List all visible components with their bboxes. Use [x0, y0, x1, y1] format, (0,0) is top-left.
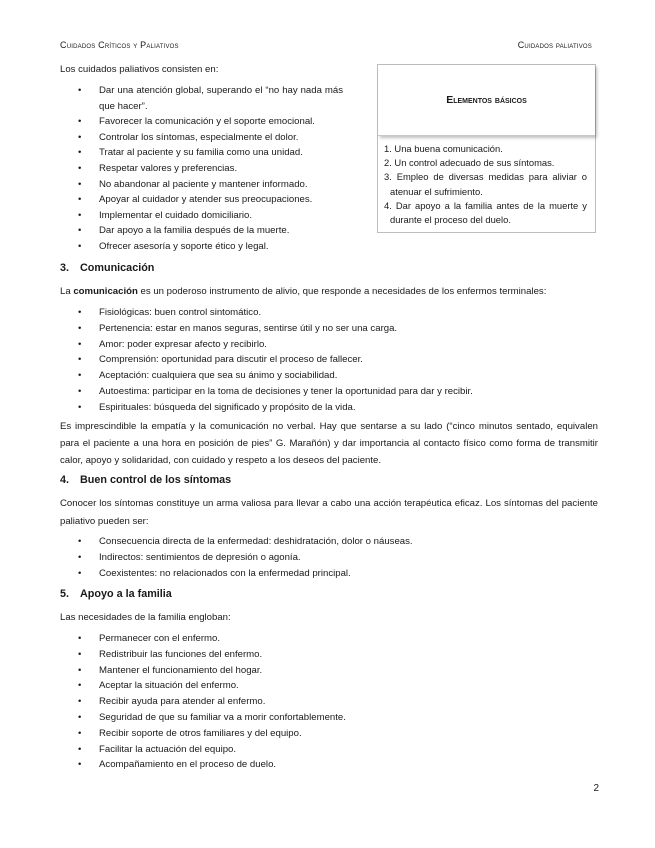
section-4-list [78, 534, 598, 581]
list-item: • Favorecer la comunicación y el soporte emocional. [78, 114, 343, 130]
box-item: 3. Empleo de diversas medidas para aliviar o atenuar el sufrimiento. [384, 171, 587, 197]
intro-list [78, 83, 343, 255]
list-item: • Mantener el funcionamiento del hogar. [78, 663, 598, 679]
section-title: Buen control de los síntomas [80, 474, 232, 486]
list-item: • Tratar al paciente y su familia como una unidad. [78, 145, 343, 161]
box-item: 4. Dar apoyo a la familia antes de la muerte y durante el proceso del duelo. [384, 199, 587, 226]
list-item: • Recibir ayuda para atender al enfermo. [78, 694, 598, 710]
section-3-closing: Es imprescindible la empatía y la comunicación no verbal. Hay que sentarse a su lado (“cinco minutos sentado, equivalen para el paciente a una hora en posición de pies” G. Marañón) y dar importancia al contacto físico como forma de transmitir calor, apoyo y solidaridad, con cuidado y respeto a los deseos del paciente. [60, 421, 598, 466]
list-item: • Indirectos: sentimientos de depresión o agonía. [78, 550, 598, 566]
list-item: • Controlar los síntomas, especialmente el dolor. [78, 130, 343, 146]
list-item: • Dar una atención global, superando el “no hay nada más que hacer”. [78, 83, 343, 114]
list-item: • Redistribuir las funciones del enfermo. [78, 647, 598, 663]
list-item: • Permanecer con el enfermo. [78, 631, 598, 647]
intro-text: Los cuidados paliativos consisten en: [60, 64, 219, 75]
list-item: • Aceptar la situación del enfermo. [78, 678, 598, 694]
list-item: • Respetar valores y preferencias. [78, 161, 343, 177]
section-3-lead: La comunicación es un poderoso instrumento de alivio, que responde a necesidades de los enfermos terminales: [60, 286, 547, 297]
section-number: 5. [60, 588, 70, 600]
page-number: 2 [593, 783, 599, 794]
section-3-list [78, 305, 598, 416]
section-title: Comunicación [80, 262, 155, 274]
basic-elements-box [377, 64, 596, 233]
section-5-list [78, 631, 598, 773]
list-item: • Fisiológicas: buen control sintomático. [78, 305, 598, 321]
box-title: Elementos básicos [378, 65, 595, 136]
list-item: • No abandonar al paciente y mantener informado. [78, 177, 343, 193]
section-number: 3. [60, 262, 70, 274]
section-title: Apoyo a la familia [80, 588, 172, 600]
box-list [378, 136, 595, 227]
section-5-heading [60, 588, 172, 600]
running-header-right: Cuidados paliativos [517, 40, 592, 50]
list-item: • Autoestima: participar en la toma de decisiones y tener la oportunidad para dar y recibir. [78, 384, 598, 400]
list-item: • Amor: poder expresar afecto y recibirlo. [78, 337, 598, 353]
list-item: • Pertenencia: estar en manos seguras, sentirse útil y no ser una carga. [78, 321, 598, 337]
list-item: • Apoyar al cuidador y atender sus preocupaciones. [78, 192, 343, 208]
list-item: • Acompañamiento en el proceso de duelo. [78, 757, 598, 773]
section-4-lead: Conocer los síntomas constituye un arma valiosa para llevar a cabo una acción terapéutica eficaz. Los síntomas del paciente paliativo pueden ser: [60, 498, 598, 527]
list-item: • Recibir soporte de otros familiares y del equipo. [78, 726, 598, 742]
box-item: 2. Un control adecuado de sus síntomas. [384, 157, 555, 169]
section-5-lead: Las necesidades de la familia engloban: [60, 612, 231, 623]
list-item: • Seguridad de que su familiar va a morir confortablemente. [78, 710, 598, 726]
list-item: • Consecuencia directa de la enfermedad: deshidratación, dolor o náuseas. [78, 534, 598, 550]
emphasis: comunicación [73, 286, 138, 297]
running-header-left: Cuidados Críticos y Paliativos [60, 40, 179, 50]
list-item: • Aceptación: cualquiera que sea su ánimo y sociabilidad. [78, 368, 598, 384]
list-item: • Implementar el cuidado domiciliario. [78, 208, 343, 224]
list-item: • Dar apoyo a la familia después de la muerte. [78, 223, 343, 239]
list-item: • Espirituales: búsqueda del significado y propósito de la vida. [78, 400, 598, 416]
section-3-heading [60, 262, 154, 274]
section-4-heading [60, 474, 231, 486]
list-item: • Facilitar la actuación del equipo. [78, 742, 598, 758]
list-item: • Comprensión: oportunidad para discutir el proceso de fallecer. [78, 352, 598, 368]
list-item: • Coexistentes: no relacionados con la enfermedad principal. [78, 566, 598, 582]
box-item: 1. Una buena comunicación. [384, 143, 503, 154]
list-item: • Ofrecer asesoría y soporte ético y legal. [78, 239, 343, 255]
section-number: 4. [60, 474, 70, 486]
